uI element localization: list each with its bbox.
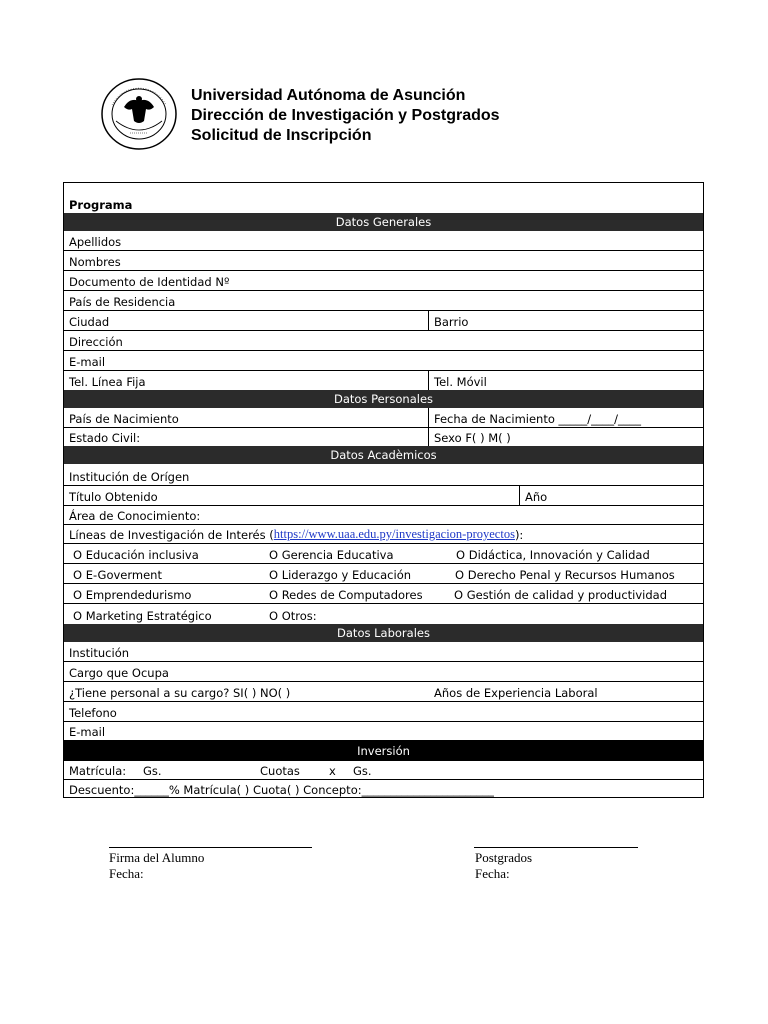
row-area[interactable] xyxy=(64,506,703,525)
row-telefono[interactable] xyxy=(64,702,703,722)
pais-residencia-label: País de Residencia xyxy=(69,295,176,309)
signature-alumno-block xyxy=(109,850,204,882)
form-title: Solicitud de Inscripción xyxy=(191,127,372,144)
row-pais-residencia[interactable] xyxy=(64,291,703,311)
x-label: x xyxy=(329,764,336,778)
university-name: Universidad Autónoma de Asunción xyxy=(191,87,466,104)
section-datos-generales: Datos Generales xyxy=(64,213,703,231)
row-institucion[interactable] xyxy=(64,642,703,662)
area-label: Área de Conocimiento: xyxy=(69,509,201,523)
institucion-label: Institución xyxy=(69,646,130,660)
firma-alumno-label: Firma del Alumno xyxy=(109,850,205,865)
email-laboral-label: E-mail xyxy=(69,725,106,739)
direction-name: Dirección de Investigación y Postgrados xyxy=(191,107,500,124)
programa-label: Programa xyxy=(69,198,133,212)
row-cargo[interactable] xyxy=(64,662,703,682)
sexo-label: Sexo F( ) M( ) xyxy=(434,431,511,445)
pais-nacimiento-label: País de Nacimiento xyxy=(69,412,179,426)
postgrados-label: Postgrados xyxy=(475,850,533,865)
apellidos-label: Apellidos xyxy=(69,235,122,249)
university-seal-logo xyxy=(100,77,178,151)
section-datos-laborales: Datos Laborales xyxy=(64,624,703,642)
telefono-label: Telefono xyxy=(69,706,117,720)
ciudad-label: Ciudad xyxy=(69,315,110,329)
signature-line-alumno xyxy=(109,847,312,848)
fecha-left-label: Fecha: xyxy=(109,866,144,881)
tel-fija-label: Tel. Línea Fija xyxy=(69,375,146,389)
option-item[interactable]: O Educación inclusiva xyxy=(73,548,199,562)
row-descuento[interactable] xyxy=(64,780,703,798)
personal-cargo-label: ¿Tiene personal a su cargo? SI( ) NO( ) xyxy=(69,686,291,700)
row-telefonos[interactable] xyxy=(64,371,703,390)
header-titles xyxy=(191,86,500,146)
signature-postgrados-block xyxy=(475,850,532,882)
row-options-3 xyxy=(64,584,703,604)
email-label: E-mail xyxy=(69,355,106,369)
cargo-label: Cargo que Ocupa xyxy=(69,666,169,680)
option-item[interactable]: O Gestión de calidad y productividad xyxy=(454,588,667,602)
fecha-nacimiento-label: Fecha de Nacimiento _____/____/____ xyxy=(434,412,642,426)
row-options-2 xyxy=(64,564,703,584)
titulo-label: Título Obtenido xyxy=(69,490,158,504)
row-options-4 xyxy=(64,604,703,624)
cuotas-label: Cuotas xyxy=(260,764,300,778)
row-nombres[interactable] xyxy=(64,251,703,271)
option-item[interactable]: O E-Goverment xyxy=(73,568,162,582)
row-titulo[interactable] xyxy=(64,486,703,506)
row-estado-sexo[interactable] xyxy=(64,428,703,446)
gs-label-1: Gs. xyxy=(143,764,162,778)
lineas-label xyxy=(64,525,523,543)
section-inversion: Inversión xyxy=(64,740,703,761)
row-apellidos[interactable] xyxy=(64,231,703,251)
row-ciudad-barrio[interactable] xyxy=(64,311,703,331)
row-nacimiento[interactable] xyxy=(64,408,703,428)
fecha-right-label: Fecha: xyxy=(475,866,510,881)
option-item[interactable]: O Redes de Computadores xyxy=(269,588,423,602)
tel-movil-label: Tel. Móvil xyxy=(434,375,487,389)
row-email[interactable] xyxy=(64,351,703,371)
row-lineas xyxy=(64,525,703,544)
row-options-1 xyxy=(64,544,703,564)
anio-label: Año xyxy=(525,490,548,504)
inscription-form-table xyxy=(63,182,704,798)
option-item[interactable]: O Otros: xyxy=(269,609,317,623)
option-item[interactable]: O Liderazgo y Educación xyxy=(269,568,412,582)
gs-label-2: Gs. xyxy=(353,764,372,778)
option-item[interactable]: O Derecho Penal y Recursos Humanos xyxy=(455,568,675,582)
row-personal-experiencia[interactable] xyxy=(64,682,703,702)
row-direccion[interactable] xyxy=(64,331,703,351)
estado-civil-label: Estado Civil: xyxy=(69,431,141,445)
row-email-laboral[interactable] xyxy=(64,722,703,740)
option-item[interactable]: O Didáctica, Innovación y Calidad xyxy=(456,548,650,562)
direccion-label: Dirección xyxy=(69,335,123,349)
matricula-label: Matrícula: xyxy=(69,764,127,778)
institucion-origen-label: Institución de Orígen xyxy=(69,470,190,484)
barrio-label: Barrio xyxy=(434,315,469,329)
lineas-link[interactable]: https://www.uaa.edu.py/investigacion-proyectos xyxy=(273,527,515,541)
section-datos-academicos: Datos Acadèmicos xyxy=(64,446,703,464)
experiencia-label: Años de Experiencia Laboral xyxy=(434,686,598,700)
row-institucion-origen[interactable] xyxy=(64,464,703,486)
option-item[interactable]: O Marketing Estratégico xyxy=(73,609,212,623)
nombres-label: Nombres xyxy=(69,255,121,269)
row-programa[interactable] xyxy=(64,183,703,213)
documento-label: Documento de Identidad Nº xyxy=(69,275,230,289)
option-item[interactable]: O Gerencia Educativa xyxy=(269,548,394,562)
option-item[interactable]: O Emprendedurismo xyxy=(73,588,192,602)
lineas-suffix: ): xyxy=(514,528,524,542)
lineas-prefix: Líneas de Investigación de Interés ( xyxy=(69,528,274,542)
section-datos-personales: Datos Personales xyxy=(64,390,703,408)
descuento-label: Descuento:______% Matrícula( ) Cuota( ) Concepto:_______________________ xyxy=(69,783,494,797)
signature-line-postgrados xyxy=(474,847,638,848)
row-documento[interactable] xyxy=(64,271,703,291)
row-matricula[interactable] xyxy=(64,761,703,780)
